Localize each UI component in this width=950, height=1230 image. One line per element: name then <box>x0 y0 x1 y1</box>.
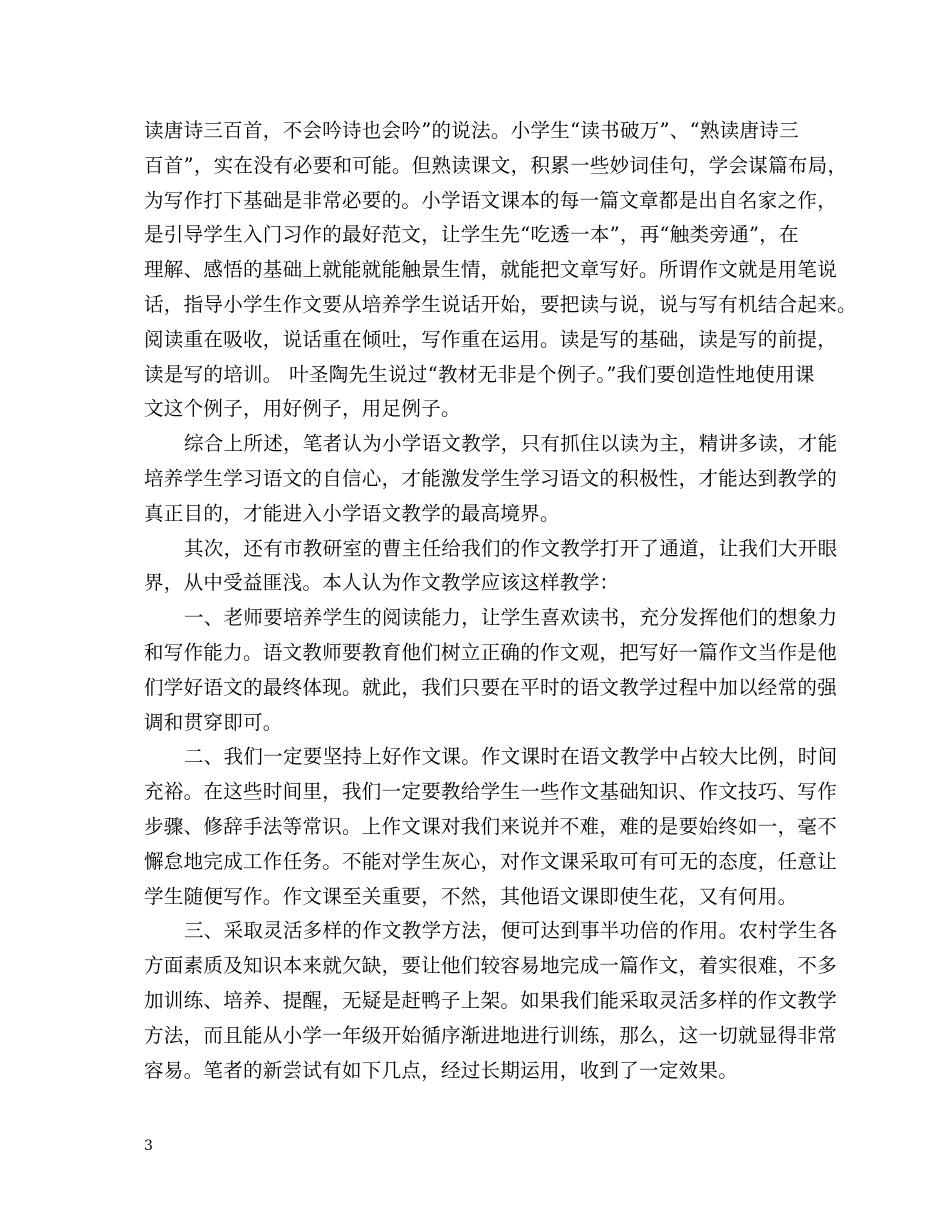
text-line: 理解、感悟的基础上就能就能触景生情，就能把文章写好。所谓作文就是用笔说 <box>144 258 838 282</box>
text-line: 读是写的培训。 叶圣陶先生说过“教材无非是个例子。”我们要创造性地使用课 <box>144 362 815 386</box>
text-line: 为写作打下基础是非常必要的。小学语文课本的每一篇文章都是出自名家之作， <box>144 188 838 212</box>
text-line: 方面素质及知识本来就欠缺，要让他们较容易地完成一篇作文，着实很难，不多 <box>144 954 838 978</box>
text-line: 步骤、修辞手法等常识。上作文课对我们来说并不难，难的是要始终如一，毫不 <box>144 814 838 838</box>
paragraph-start-line: 综合上所述，笔者认为小学语文教学，只有抓住以读为主，精讲多读，才能 <box>184 432 838 456</box>
text-line: 充裕。在这些时间里，我们一定要教给学生一些作文基础知识、作文技巧、写作 <box>144 780 838 804</box>
text-line: 话，指导小学生作文要从培养学生说话开始，要把读与说，说与写有机结合起来。 <box>144 292 857 316</box>
text-line: 调和贯穿即可。 <box>144 710 283 734</box>
text-line: 真正目的，才能进入小学语文教学的最高境界。 <box>144 501 560 525</box>
text-line: 懈怠地完成工作任务。不能对学生灰心，对作文课采取可有可无的态度，任意让 <box>144 849 838 873</box>
text-line: 学生随便写作。作文课至关重要，不然，其他语文课即使生花，又有何用。 <box>144 884 798 908</box>
text-line: 容易。笔者的新尝试有如下几点，经过长期运用，收到了一定效果。 <box>144 1058 739 1082</box>
paragraph-start-line: 二、我们一定要坚持上好作文课。作文课时在语文教学中占较大比例，时间 <box>184 745 838 769</box>
text-line: 们学好语文的最终体现。就此，我们只要在平时的语文教学过程中加以经常的强 <box>144 675 838 699</box>
text-line: 培养学生学习语文的自信心，才能激发学生学习语文的积极性，才能达到教学的 <box>144 466 838 490</box>
text-line: 加训练、培养、提醒，无疑是赶鸭子上架。如果我们能采取灵活多样的作文教学 <box>144 988 838 1012</box>
text-line: 界，从中受益匪浅。本人认为作文教学应该这样教学： <box>144 571 620 595</box>
text-line: 是引导学生入门习作的最好范文，让学生先“吃透一本”，再“触类旁通”，在 <box>144 223 799 247</box>
text-line: 读唐诗三百首，不会吟诗也会吟”的说法。小学生“读书破万”、“熟读唐诗三 <box>144 119 799 142</box>
text-line: 方法，而且能从小学一年级开始循序渐进地进行训练，那么，这一切就显得非常 <box>144 1023 838 1047</box>
text-line: 百首”，实在没有必要和可能。但熟读课文，积累一些妙词佳句，学会谋篇布局， <box>144 153 848 177</box>
paragraph-start-line: 三、采取灵活多样的作文教学方法，便可达到事半功倍的作用。农村学生各 <box>184 919 838 943</box>
text-line: 和写作能力。语文教师要教育他们树立正确的作文观，把写好一篇作文当作是他 <box>144 640 838 664</box>
paragraph-start-line: 一、老师要培养学生的阅读能力，让学生喜欢读书，充分发挥他们的想象力 <box>184 606 838 630</box>
page-number: 3 <box>144 1138 153 1154</box>
text-line: 阅读重在吸收，说话重在倾吐，写作重在运用。读是写的基础，读是写的前提， <box>144 327 838 351</box>
paragraph-start-line: 其次，还有市教研室的曹主任给我们的作文教学打开了通道，让我们大开眼 <box>184 536 838 560</box>
body-text <box>144 114 857 1088</box>
text-line: 文这个例子，用好例子，用足例子。 <box>144 397 461 421</box>
